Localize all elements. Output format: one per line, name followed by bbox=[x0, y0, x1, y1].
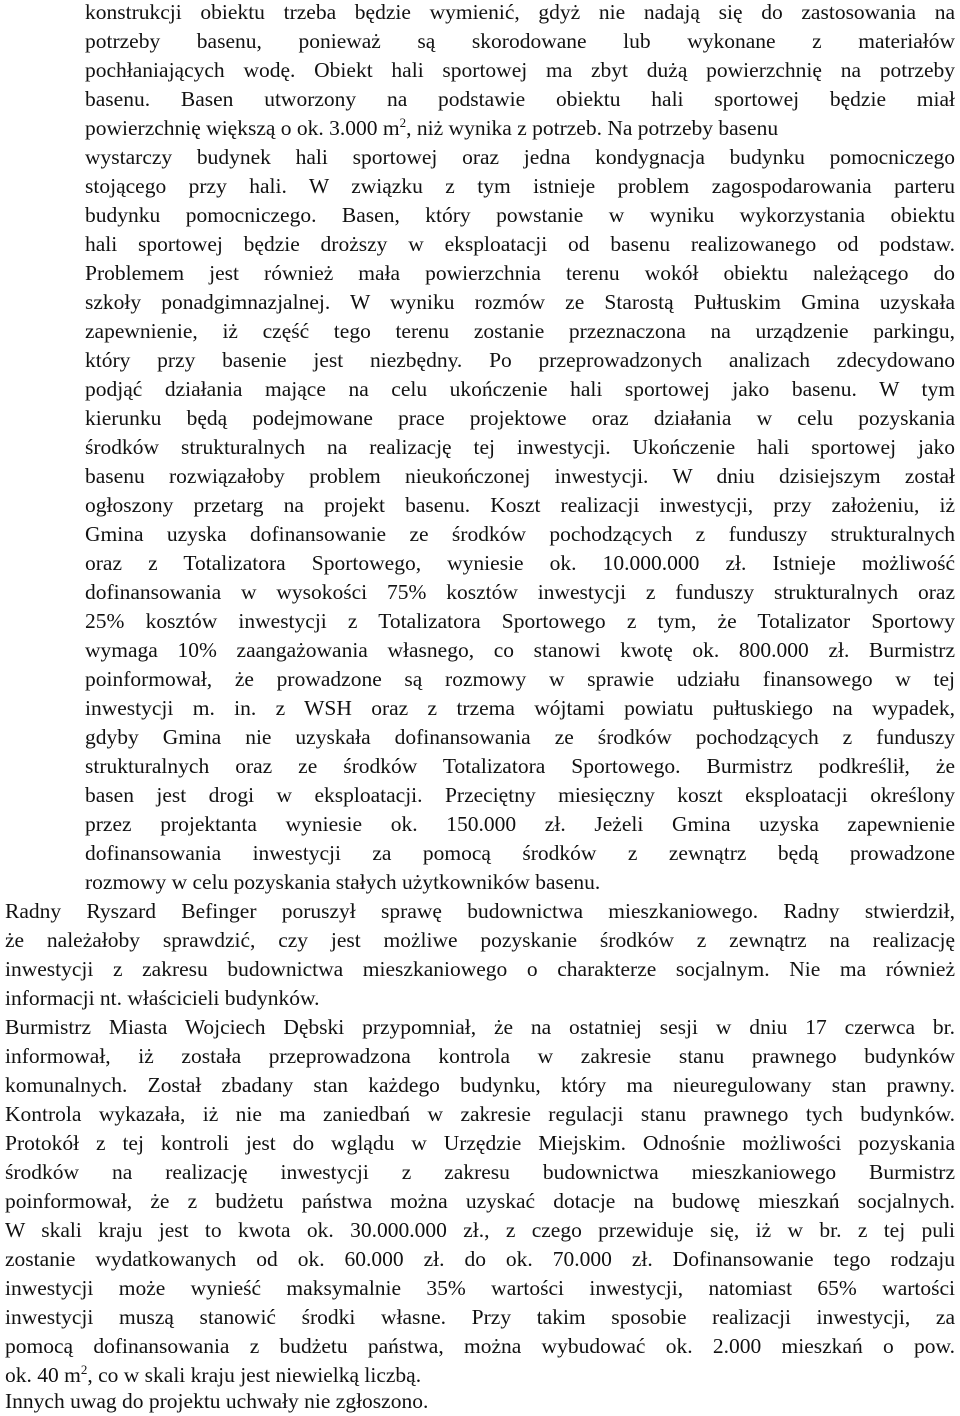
text-line: potrzeby basenu, ponieważ są skorodowane lub wykonane z materiałów bbox=[85, 29, 955, 53]
text-line: konstrukcji obiektu trzeba będzie wymienić, gdyż nie nadają się do zastosowania na bbox=[85, 0, 955, 24]
text-line: szkoły ponadgimnazjalnej. W wyniku rozmów ze Starostą Pułtuskim Gmina uzyskała bbox=[85, 290, 955, 314]
text-line: inwestycji z zakresu budownictwa mieszkaniowego o charakterze socjalnym. Nie ma również bbox=[5, 957, 955, 981]
text-line: rozmowy w celu pozyskania stałych użytkowników basenu. bbox=[85, 870, 601, 894]
text-line: inwestycji może wynieść maksymalnie 35% wartości inwestycji, natomiast 65% wartości bbox=[5, 1276, 955, 1300]
text-line-area bbox=[5, 1361, 421, 1390]
text-line: kierunku będą podejmowane prace projektowe oraz działania w celu pozyskania bbox=[85, 406, 955, 430]
text-line: Innych uwag do projektu uchwały nie zgłoszono. bbox=[5, 1389, 429, 1413]
text-line: wystarczy budynek hali sportowej oraz jedna kondygnacja budynku pomocniczego bbox=[85, 145, 955, 169]
text-line: pomocą dofinansowania z budżetu państwa, można wybudować ok. 2.000 mieszkań o pow. bbox=[5, 1334, 955, 1358]
text-line: basen jest drogi w eksploatacji. Przeciętny miesięczny koszt eksploatacji określony bbox=[85, 783, 955, 807]
text-line: 25% kosztów inwestycji z Totalizatora Sportowego z tym, że Totalizator Sportowy bbox=[85, 609, 955, 633]
superscript: 2 bbox=[80, 1362, 88, 1377]
text-line: hali sportowej będzie droższy w eksploatacji od basenu realizowanego od podstaw. bbox=[85, 232, 955, 256]
text-line: ogłoszony przetarg na projekt basenu. Koszt realizacji inwestycji, przy założeniu, iż bbox=[85, 493, 955, 517]
text-line: oraz z Totalizatora Sportowego, wyniesie ok. 10.000.000 zł. Istnieje możliwość bbox=[85, 551, 955, 575]
text-line: inwestycji m. in. z WSH oraz z trzema wójtami powiatu pułtuskiego na wypadek, bbox=[85, 696, 955, 720]
text-line: podjąć działania mające na celu ukończenie hali sportowej jako basenu. W tym bbox=[85, 377, 955, 401]
text-line: informacji nt. właścicieli budynków. bbox=[5, 986, 320, 1010]
superscript: 2 bbox=[399, 115, 407, 130]
text-line: dofinansowania inwestycji za pomocą środków z zewnątrz będą prowadzone bbox=[85, 841, 955, 865]
text-line: środków na realizację inwestycji z zakresu budownictwa mieszkaniowego Burmistrz bbox=[5, 1160, 955, 1184]
text-line: pochłaniających wodę. Obiekt hali sportowej ma zbyt dużą powierzchnię na potrzeby bbox=[85, 58, 955, 82]
text-line: wymaga 10% zaangażowania własnego, co stanowi kwotę ok. 800.000 zł. Burmistrz bbox=[85, 638, 955, 662]
text-line-area bbox=[85, 114, 778, 143]
text-line: basenu. Basen utworzony na podstawie obiektu hali sportowej będzie miał bbox=[85, 87, 955, 111]
text-line: inwestycji muszą stanowić środki własne. Przy takim sposobie realizacji inwestycji, za bbox=[5, 1305, 955, 1329]
text-line: poinformował, że z budżetu państwa można uzyskać dotacje na budowę mieszkań socjalnych. bbox=[5, 1189, 955, 1213]
text-fragment: ok. 40 m bbox=[5, 1363, 81, 1387]
text-fragment: , co w skali kraju jest niewielką liczbą. bbox=[87, 1363, 422, 1387]
text-line: zapewnienie, iż część tego terenu zostanie przeznaczona na urządzenie parkingu, bbox=[85, 319, 955, 343]
text-line: Burmistrz Miasta Wojciech Dębski przypomniał, że na ostatniej sesji w dniu 17 czerwca br. bbox=[5, 1015, 955, 1039]
text-line: poinformował, że prowadzone są rozmowy w sprawie udziału finansowego w tej bbox=[85, 667, 955, 691]
text-line: środków strukturalnych na realizację tej inwestycji. Ukończenie hali sportowej jako bbox=[85, 435, 955, 459]
text-line: stojącego przy hali. W związku z tym istnieje problem zagospodarowania parteru bbox=[85, 174, 955, 198]
text-line: dofinansowania w wysokości 75% kosztów inwestycji z funduszy strukturalnych oraz bbox=[85, 580, 955, 604]
text-fragment: , niż wynika z potrzeb. Na potrzeby basenu bbox=[406, 116, 779, 140]
text-line: zostanie wydatkowanych od ok. 60.000 zł. do ok. 70.000 zł. Dofinansowanie tego rodzaju bbox=[5, 1247, 955, 1271]
text-line: Gmina uzyska dofinansowanie ze środków pochodzących z funduszy strukturalnych bbox=[85, 522, 955, 546]
text-fragment: powierzchnię większą o ok. 3.000 m bbox=[85, 116, 400, 140]
text-line: W skali kraju jest to kwota ok. 30.000.000 zł., z czego przewiduje się, iż w br. z tej puli bbox=[5, 1218, 955, 1242]
text-line: Radny Ryszard Befinger poruszył sprawę budownictwa mieszkaniowego. Radny stwierdził, bbox=[5, 899, 955, 923]
text-line: strukturalnych oraz ze środków Totalizatora Sportowego. Burmistrz podkreślił, że bbox=[85, 754, 955, 778]
text-line: przez projektanta wyniesie ok. 150.000 zł. Jeżeli Gmina uzyska zapewnienie bbox=[85, 812, 955, 836]
text-line: Problemem jest również mała powierzchnia terenu wokół obiektu należącego do bbox=[85, 261, 955, 285]
text-line: Protokół z tej kontroli jest do wglądu w Urzędzie Miejskim. Odnośnie możliwości pozyskania bbox=[5, 1131, 955, 1155]
text-line: komunalnych. Został zbadany stan każdego budynku, który ma nieuregulowany stan prawny. bbox=[5, 1073, 955, 1097]
text-line: budynku pomocniczego. Basen, który powstanie w wyniku wykorzystania obiektu bbox=[85, 203, 955, 227]
text-line: informował, iż została przeprowadzona kontrola w zakresie stanu prawnego budynków bbox=[5, 1044, 955, 1068]
text-line: gdyby Gmina nie uzyskała dofinansowania ze środków pochodzących z funduszy bbox=[85, 725, 955, 749]
text-line: basenu rozwiązałoby problem nieukończonej inwestycji. W dniu dzisiejszym został bbox=[85, 464, 955, 488]
text-line: który przy basenie jest niezbędny. Po przeprowadzonych analizach zdecydowano bbox=[85, 348, 955, 372]
text-line: Kontrola wykazała, iż nie ma zaniedbań w zakresie regulacji stanu prawnego tych budynków. bbox=[5, 1102, 955, 1126]
text-line: że należałoby sprawdzić, czy jest możliwe pozyskanie środków z zewnątrz na realizację bbox=[5, 928, 955, 952]
